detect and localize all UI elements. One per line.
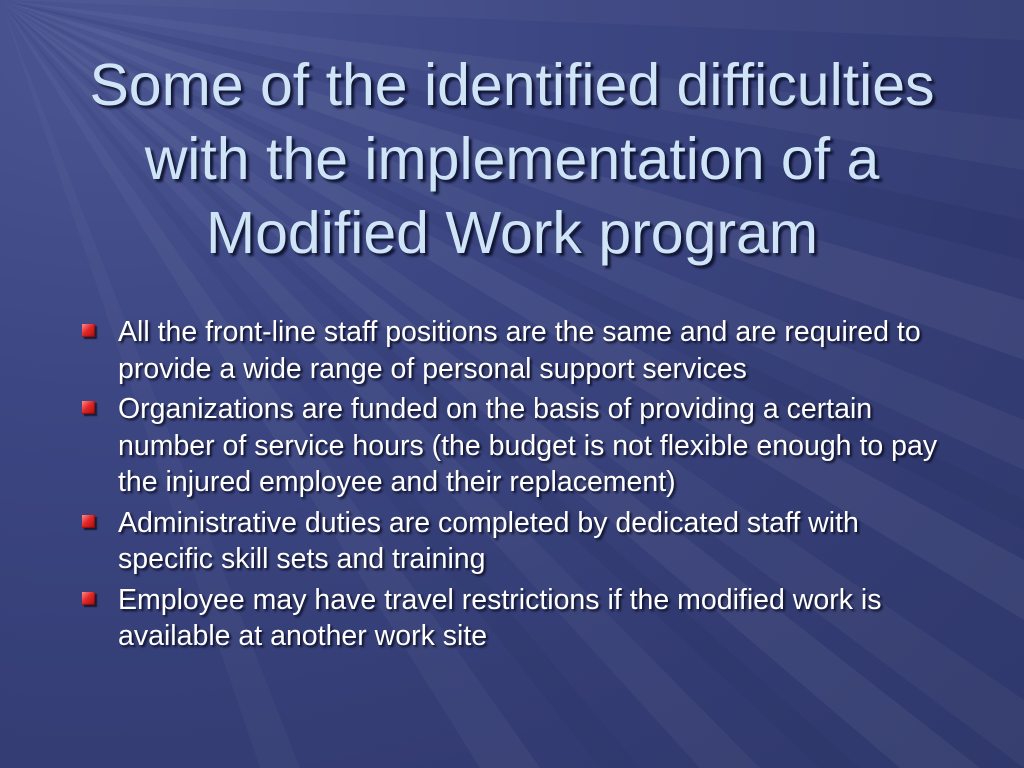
bullet-item xyxy=(78,391,958,501)
square-bullet-icon xyxy=(82,592,95,605)
bullet-item xyxy=(78,582,958,655)
bullet-text: Organizations are funded on the basis of providing a certain number of service hours (the budget is not flexible enough to pay the injured employee and their replacement) xyxy=(118,393,938,498)
slide-title: Some of the identified difficulties with the implementation of a Modified Work program xyxy=(89,52,935,266)
bullet-item xyxy=(78,314,958,387)
square-bullet-icon xyxy=(82,515,95,528)
bullet-text: Administrative duties are completed by dedicated staff with specific skill sets and training xyxy=(118,506,859,575)
bullet-text: All the front-line staff positions are the same and are required to provide a wide range of personal support services xyxy=(118,316,921,385)
square-bullet-icon xyxy=(82,401,95,414)
bullet-item xyxy=(78,505,958,578)
square-bullet-icon xyxy=(82,324,95,337)
bullet-list xyxy=(78,314,958,659)
bullet-text: Employee may have travel restrictions if the modified work is available at another work site xyxy=(118,583,882,652)
